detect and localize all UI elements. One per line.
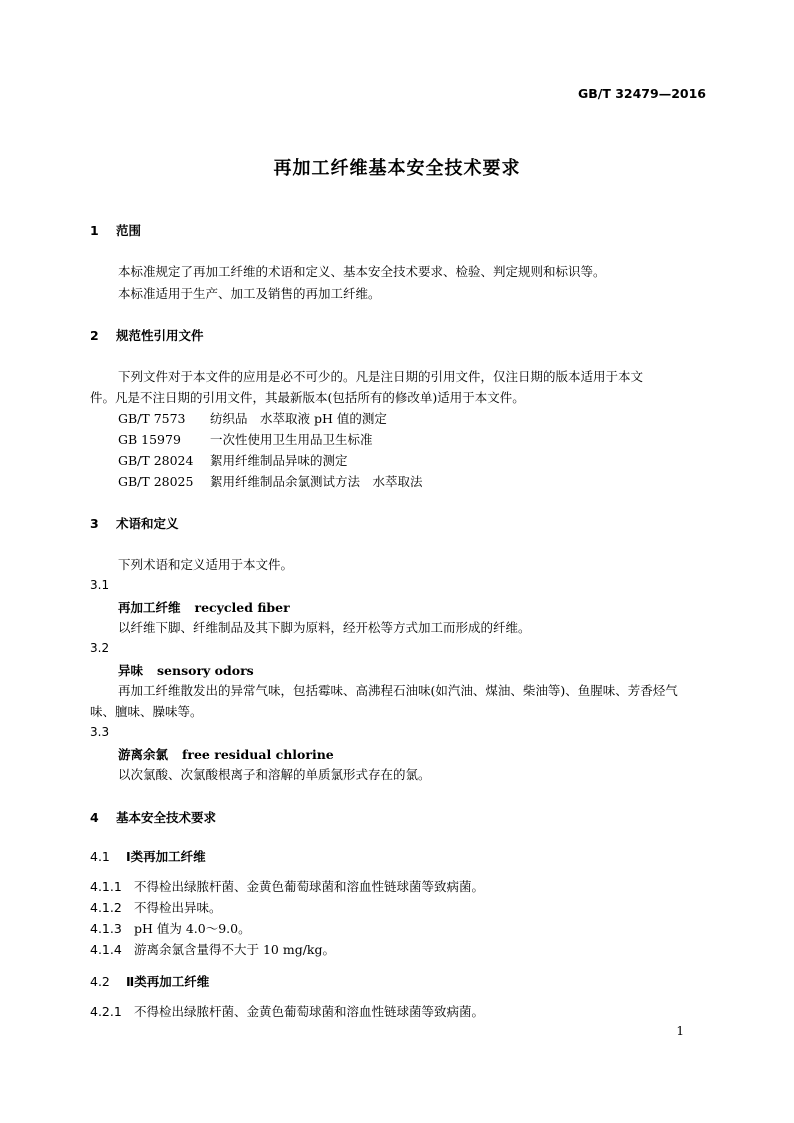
section-title: 术语和定义 (116, 516, 179, 531)
section-title: 范围 (116, 223, 142, 238)
document-title: 再加工纤维基本安全技术要求 (273, 158, 521, 179)
requirement-item (90, 898, 222, 916)
term-en: recycled fiber (194, 600, 290, 615)
item-number: 4.2.1 (90, 1004, 122, 1019)
section-1-heading (90, 221, 141, 239)
item-text: 游离余氯含量得不大于 10 mg/kg。 (134, 942, 335, 957)
requirement-item (90, 1002, 484, 1020)
item-text: 不得检出绿脓杆菌、金黄色葡萄球菌和溶血性链球菌等致病菌。 (134, 1004, 485, 1019)
term-zh: 再加工纤维 (118, 600, 181, 615)
section-4-heading (90, 808, 216, 826)
subsection-4-2-heading (90, 972, 209, 990)
term-zh: 异味 (118, 663, 144, 678)
reference-code: GB/T 28024 (118, 453, 194, 468)
term-number: 3.3 (90, 725, 110, 739)
subsection-title: Ⅱ类再加工纤维 (126, 974, 210, 989)
term-heading (118, 745, 334, 763)
term-en: free residual chlorine (182, 747, 334, 762)
requirement-item (90, 940, 335, 958)
section-2-heading (90, 326, 204, 344)
page-number: 1 (676, 1024, 684, 1038)
item-number: 4.1.1 (90, 879, 122, 894)
term-heading (118, 661, 254, 679)
item-text: pH 值为 4.0～9.0。 (134, 921, 251, 936)
subsection-4-1-heading (90, 847, 206, 865)
section-3-heading (90, 514, 179, 532)
section-number: 4 (90, 810, 99, 825)
item-number: 4.1.2 (90, 900, 122, 915)
item-text: 不得检出绿脓杆菌、金黄色葡萄球菌和溶血性链球菌等致病菌。 (134, 879, 485, 894)
reference-name: 絮用纤维制品异味的测定 (210, 453, 348, 468)
requirement-item (90, 877, 484, 895)
reference-item (118, 472, 423, 492)
requirement-item (90, 919, 251, 937)
term-definition: 以次氯酸、次氯酸根离子和溶解的单质氯形式存在的氯。 (118, 767, 431, 782)
reference-item (118, 430, 373, 450)
reference-name: 絮用纤维制品余氯测试方法 水萃取法 (210, 474, 423, 489)
term-definition-line-2: 味、膻味、臊味等。 (90, 704, 203, 719)
standard-code: GB/T 32479—2016 (577, 86, 706, 101)
reference-item (118, 409, 387, 429)
item-number: 4.1.3 (90, 921, 122, 936)
reference-code: GB/T 7573 (118, 411, 186, 426)
subsection-title: Ⅰ类再加工纤维 (126, 849, 206, 864)
section-3-intro: 下列术语和定义适用于本文件。 (118, 557, 294, 572)
reference-name: 一次性使用卫生用品卫生标准 (210, 432, 373, 447)
section-2-para-line-2: 件。凡是不注日期的引用文件，其最新版本(包括所有的修改单)适用于本文件。 (90, 390, 525, 405)
section-title: 基本安全技术要求 (116, 810, 217, 825)
term-zh: 游离余氯 (118, 747, 169, 762)
section-title: 规范性引用文件 (116, 328, 204, 343)
reference-code: GB/T 28025 (118, 474, 194, 489)
reference-name: 纺织品 水萃取液 pH 值的测定 (210, 411, 387, 426)
section-2-para-line-1: 下列文件对于本文件的应用是必不可少的。凡是注日期的引用文件，仅注日期的版本适用于本文 (118, 369, 644, 384)
term-definition: 以纤维下脚、纤维制品及其下脚为原料，经开松等方式加工而形成的纤维。 (118, 620, 531, 635)
term-en: sensory odors (157, 663, 254, 678)
subsection-number: 4.2 (90, 974, 110, 989)
term-number: 3.1 (90, 578, 110, 592)
term-heading (118, 598, 290, 616)
section-1-para-1: 本标准规定了再加工纤维的术语和定义、基本安全技术要求、检验、判定规则和标识等。 (118, 264, 606, 279)
reference-code: GB 15979 (118, 432, 181, 447)
section-number: 1 (90, 223, 99, 238)
subsection-number: 4.1 (90, 849, 110, 864)
section-number: 2 (90, 328, 99, 343)
reference-item (118, 451, 348, 471)
section-1-para-2: 本标准适用于生产、加工及销售的再加工纤维。 (118, 286, 381, 301)
term-number: 3.2 (90, 641, 110, 655)
item-text: 不得检出异味。 (134, 900, 222, 915)
item-number: 4.1.4 (90, 942, 122, 957)
section-number: 3 (90, 516, 99, 531)
term-definition-line-1: 再加工纤维散发出的异常气味，包括霉味、高沸程石油味(如汽油、煤油、柴油等)、鱼腥味、芳香烃气 (118, 683, 678, 698)
